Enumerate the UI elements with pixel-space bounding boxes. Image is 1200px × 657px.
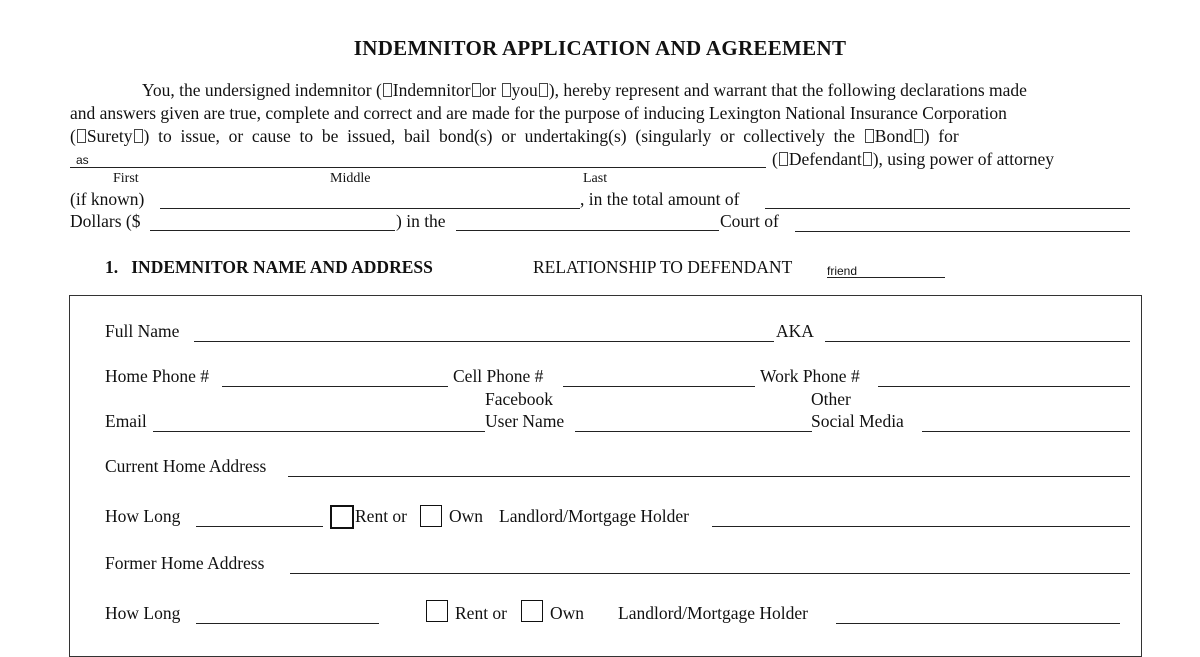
facebook-label: Facebook	[485, 389, 554, 409]
relationship-label: RELATIONSHIP TO DEFENDANT	[533, 257, 793, 277]
intro-text: or	[481, 80, 497, 100]
rent-or-2-label: Rent or	[455, 603, 508, 623]
work-phone-label: Work Phone #	[760, 366, 860, 386]
how-long-label: How Long	[105, 506, 181, 526]
intro-text: you	[511, 80, 538, 100]
facebook-username-input[interactable]	[575, 415, 812, 432]
former-address-input[interactable]	[290, 557, 1130, 574]
relationship-input[interactable]: friend	[827, 261, 945, 278]
facebook-username-label: User Name	[485, 411, 565, 431]
page-title: INDEMNITOR APPLICATION AND AGREEMENT	[353, 36, 847, 60]
landlord-2-label: Landlord/Mortgage Holder	[618, 603, 809, 623]
intro-text: ) to issue, or cause to be issued, bail bond(s) or undertaking(s) (singularly or collectively the	[143, 126, 864, 146]
landlord-input[interactable]	[712, 510, 1130, 527]
section-1-heading	[105, 257, 433, 278]
court-name-input[interactable]	[456, 214, 719, 231]
missing-glyph-icon	[472, 83, 481, 97]
intro-text: Indemnitor	[392, 80, 471, 100]
social-media-label: Social Media	[811, 411, 904, 431]
rent-or-label: Rent or	[355, 506, 408, 526]
total-amount-label: , in the total amount of	[580, 189, 740, 209]
own-2-checkbox[interactable]	[521, 600, 543, 622]
defendant-text: (	[772, 149, 778, 169]
intro-text: Bond	[874, 126, 913, 146]
label-first: First	[113, 171, 139, 186]
full-name-input[interactable]	[194, 325, 774, 342]
intro-text: Surety	[86, 126, 133, 146]
defendant-text: Defendant	[788, 149, 862, 169]
missing-glyph-icon	[863, 152, 872, 166]
how-long-2-label: How Long	[105, 603, 181, 623]
cell-phone-label: Cell Phone #	[453, 366, 544, 386]
aka-label: AKA	[776, 321, 814, 341]
in-the-label: ) in the	[396, 211, 446, 231]
email-input[interactable]	[153, 415, 485, 432]
intro-text: (	[70, 126, 76, 146]
own-label: Own	[449, 506, 484, 526]
missing-glyph-icon	[779, 152, 788, 166]
court-of-label: Court of	[720, 211, 779, 231]
current-address-input[interactable]	[288, 460, 1130, 477]
intro-text: You, the undersigned indemnitor (	[142, 80, 382, 100]
rent-checkbox[interactable]	[330, 505, 354, 529]
other-label: Other	[811, 389, 851, 409]
aka-input[interactable]	[825, 325, 1130, 342]
full-name-label: Full Name	[105, 321, 180, 341]
social-media-input[interactable]	[922, 415, 1130, 432]
own-checkbox[interactable]	[420, 505, 442, 527]
intro-text: ) for	[923, 126, 959, 146]
missing-glyph-icon	[134, 129, 143, 143]
cell-phone-input[interactable]	[563, 370, 755, 387]
court-of-input[interactable]	[795, 215, 1130, 232]
total-amount-input[interactable]	[765, 192, 1130, 209]
former-address-label: Former Home Address	[105, 553, 265, 573]
own-2-label: Own	[550, 603, 585, 623]
landlord-label: Landlord/Mortgage Holder	[499, 506, 690, 526]
missing-glyph-icon	[539, 83, 548, 97]
section-title: INDEMNITOR NAME AND ADDRESS	[131, 257, 433, 277]
missing-glyph-icon	[502, 83, 511, 97]
work-phone-input[interactable]	[878, 370, 1130, 387]
missing-glyph-icon	[865, 129, 874, 143]
current-address-label: Current Home Address	[105, 456, 267, 476]
missing-glyph-icon	[914, 129, 923, 143]
email-label: Email	[105, 411, 147, 431]
defendant-text: ), using power of attorney	[872, 149, 1054, 169]
intro-line-1	[142, 80, 1027, 101]
missing-glyph-icon	[383, 83, 392, 97]
defendant-suffix	[772, 149, 1054, 170]
label-middle: Middle	[330, 171, 371, 186]
home-phone-input[interactable]	[222, 370, 448, 387]
intro-line-2: and answers given are true, complete and correct and are made for the purpose of inducing Lexington National Insurance Corporation	[70, 103, 1007, 123]
intro-text: ), hereby represent and warrant that the following declarations made	[548, 80, 1027, 100]
defendant-name-input[interactable]: as	[70, 152, 766, 168]
missing-glyph-icon	[77, 129, 86, 143]
intro-line-3	[70, 126, 959, 147]
rent-2-checkbox[interactable]	[426, 600, 448, 622]
how-long-input[interactable]	[196, 510, 323, 527]
dollars-input[interactable]	[150, 214, 395, 231]
home-phone-label: Home Phone #	[105, 366, 210, 386]
how-long-2-input[interactable]	[196, 607, 379, 624]
power-of-attorney-input[interactable]	[160, 192, 580, 209]
section-number: 1.	[105, 257, 119, 277]
label-last: Last	[583, 171, 608, 186]
if-known-label: (if known)	[70, 189, 145, 209]
dollars-label: Dollars ($	[70, 211, 141, 231]
landlord-2-input[interactable]	[836, 607, 1120, 624]
